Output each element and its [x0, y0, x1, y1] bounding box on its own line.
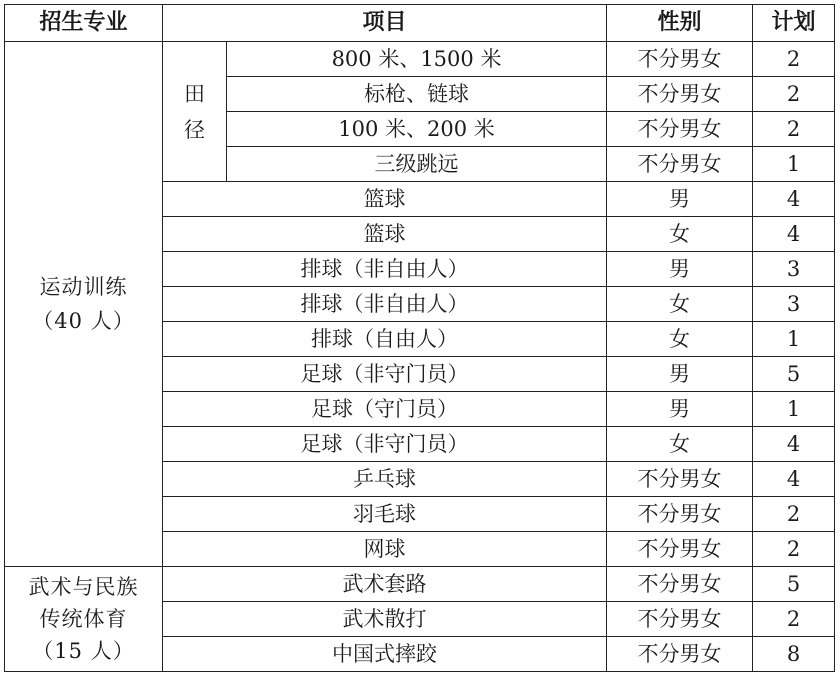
gender-cell: 男 — [607, 182, 753, 217]
plan-cell: 4 — [753, 462, 835, 497]
major-label-line: （40 人） — [32, 309, 135, 333]
gender-cell: 不分男女 — [607, 77, 753, 112]
plan-cell: 5 — [753, 567, 835, 602]
table-row — [5, 42, 835, 77]
plan-cell: 3 — [753, 287, 835, 322]
gender-cell: 不分男女 — [607, 147, 753, 182]
plan-cell: 2 — [753, 112, 835, 147]
header-gender: 性别 — [607, 5, 753, 42]
enrollment-plan-table-container — [4, 4, 835, 672]
item-cell: 三级跳远 — [227, 147, 607, 182]
plan-cell: 2 — [753, 532, 835, 567]
plan-cell: 5 — [753, 357, 835, 392]
gender-cell: 女 — [607, 287, 753, 322]
major-cell-martial-arts — [5, 567, 163, 672]
item-cell: 排球（非自由人） — [163, 287, 607, 322]
gender-cell: 不分男女 — [607, 532, 753, 567]
item-cell: 网球 — [163, 532, 607, 567]
plan-cell: 2 — [753, 77, 835, 112]
gender-cell: 女 — [607, 322, 753, 357]
gender-cell: 不分男女 — [607, 497, 753, 532]
subgroup-label-line: 田 — [184, 81, 205, 106]
gender-cell: 不分男女 — [607, 462, 753, 497]
plan-cell: 1 — [753, 147, 835, 182]
gender-cell: 不分男女 — [607, 567, 753, 602]
major-label-line: 运动训练 — [39, 275, 128, 299]
gender-cell: 不分男女 — [607, 602, 753, 637]
item-cell: 800 米、1500 米 — [227, 42, 607, 77]
item-cell: 标枪、链球 — [227, 77, 607, 112]
gender-cell: 男 — [607, 392, 753, 427]
item-cell: 足球（非守门员） — [163, 357, 607, 392]
plan-cell: 1 — [753, 322, 835, 357]
plan-cell: 4 — [753, 182, 835, 217]
header-plan: 计划 — [753, 5, 835, 42]
gender-cell: 不分男女 — [607, 637, 753, 672]
item-cell: 足球（非守门员） — [163, 427, 607, 462]
gender-cell: 男 — [607, 357, 753, 392]
gender-cell: 不分男女 — [607, 112, 753, 147]
major-label-line: 武术与民族 — [28, 575, 139, 599]
header-major: 招生专业 — [5, 5, 163, 42]
subgroup-track-field — [163, 42, 227, 182]
plan-cell: 2 — [753, 497, 835, 532]
major-cell-sports-training — [5, 42, 163, 567]
item-cell: 篮球 — [163, 217, 607, 252]
item-cell: 羽毛球 — [163, 497, 607, 532]
major-label-line: （15 人） — [32, 639, 135, 663]
enrollment-plan-table — [4, 4, 835, 672]
item-cell: 100 米、200 米 — [227, 112, 607, 147]
plan-cell: 2 — [753, 602, 835, 637]
item-cell: 排球（自由人） — [163, 322, 607, 357]
plan-cell: 3 — [753, 252, 835, 287]
item-cell: 足球（守门员） — [163, 392, 607, 427]
item-cell: 篮球 — [163, 182, 607, 217]
plan-cell: 8 — [753, 637, 835, 672]
item-cell: 武术散打 — [163, 602, 607, 637]
header-item: 项目 — [163, 5, 607, 42]
major-label-line: 传统体育 — [39, 607, 128, 631]
gender-cell: 男 — [607, 252, 753, 287]
item-cell: 武术套路 — [163, 567, 607, 602]
header-row — [5, 5, 835, 42]
table-row — [5, 567, 835, 602]
plan-cell: 4 — [753, 217, 835, 252]
plan-cell: 4 — [753, 427, 835, 462]
gender-cell: 女 — [607, 427, 753, 462]
item-cell: 中国式摔跤 — [163, 637, 607, 672]
subgroup-label-line: 径 — [184, 117, 205, 142]
item-cell: 乒乓球 — [163, 462, 607, 497]
plan-cell: 2 — [753, 42, 835, 77]
gender-cell: 女 — [607, 217, 753, 252]
gender-cell: 不分男女 — [607, 42, 753, 77]
plan-cell: 1 — [753, 392, 835, 427]
item-cell: 排球（非自由人） — [163, 252, 607, 287]
